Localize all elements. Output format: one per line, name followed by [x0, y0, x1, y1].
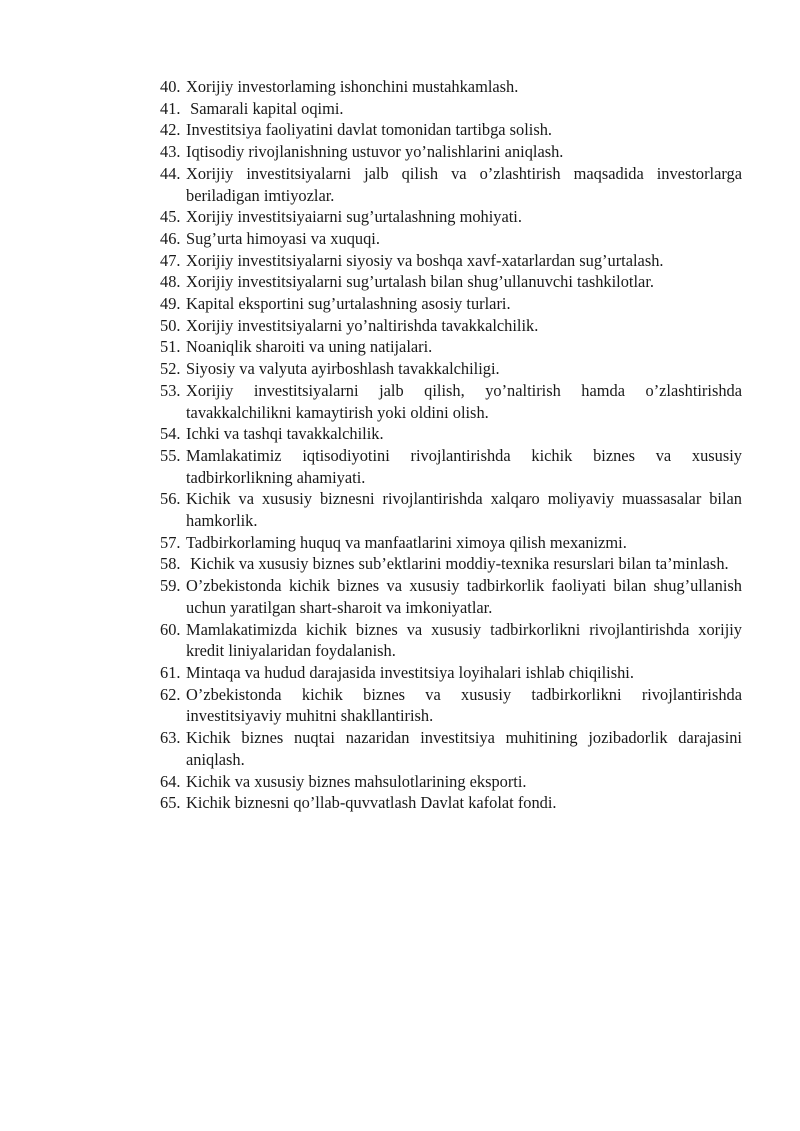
item-text: Kapital eksportini sug’urtalashning asosiy turlari. [186, 294, 511, 314]
item-number: 53. [160, 380, 181, 400]
item-number: 43. [160, 142, 181, 162]
item-number: 57. [160, 532, 181, 552]
item-number: 52. [160, 359, 181, 379]
item-text: Xorijiy investitsiyalarni jalb qilish, yo’naltirish hamda o’zlashtirishda tavakkalchilikni kamaytirish yoki oldini olish. [186, 380, 742, 422]
item-number: 45. [160, 207, 181, 227]
item-number: 61. [160, 662, 181, 682]
list-item [160, 380, 742, 423]
list-item [160, 293, 742, 315]
item-text: Noaniqlik sharoiti va uning natijalari. [186, 337, 433, 357]
list-item [160, 76, 742, 98]
list-item [160, 727, 742, 770]
item-text: Samarali kapital oqimi. [186, 98, 344, 118]
list-item [160, 575, 742, 618]
list-item [160, 771, 742, 793]
list-item [160, 250, 742, 272]
item-text: Xorijiy investitsiyalarni yo’naltirishda tavakkalchilik. [186, 315, 539, 335]
item-number: 44. [160, 163, 181, 183]
list-item [160, 423, 742, 445]
item-number: 64. [160, 771, 181, 791]
item-number: 55. [160, 445, 181, 465]
list-item [160, 271, 742, 293]
list-item [160, 532, 742, 554]
item-text: Ichki va tashqi tavakkalchilik. [186, 424, 384, 444]
list-item [160, 98, 742, 120]
item-text: Mamlakatimizda kichik biznes va xususiy tadbirkorlikni rivojlantirishda xorijiy kredit liniyalaridan foydalanish. [186, 619, 742, 661]
item-number: 56. [160, 489, 181, 509]
list-item [160, 445, 742, 488]
item-number: 47. [160, 250, 181, 270]
question-list [160, 76, 742, 814]
item-number: 54. [160, 424, 181, 444]
item-number: 49. [160, 294, 181, 314]
list-item [160, 119, 742, 141]
item-text: Kichik biznes nuqtai nazaridan investitsiya muhitining jozibadorlik darajasini aniqlash. [186, 728, 742, 769]
item-text: Kichik biznesni qo’llab-quvvatlash Davlat kafolat fondi. [186, 793, 557, 813]
item-text: O’zbekistonda kichik biznes va xususiy tadbirkorlikni rivojlantirishda investitsiyaviy muhitni shakllantirish. [186, 684, 742, 726]
list-item [160, 619, 742, 662]
list-item [160, 206, 742, 228]
item-text: O’zbekistonda kichik biznes va xususiy tadbirkorlik faoliyati bilan shug’ullanish uchun yaratilgan shart-sharoit va imkoniyatlar. [186, 576, 742, 617]
item-number: 63. [160, 728, 181, 748]
list-item [160, 358, 742, 380]
list-item [160, 315, 742, 337]
item-number: 50. [160, 315, 181, 335]
list-item [160, 163, 742, 206]
list-item [160, 553, 742, 575]
item-number: 42. [160, 120, 181, 140]
item-number: 60. [160, 619, 181, 639]
item-number: 40. [160, 77, 181, 96]
item-text: Kichik va xususiy biznes mahsulotlarining eksporti. [186, 771, 527, 791]
item-number: 46. [160, 228, 181, 248]
item-number: 58. [160, 554, 181, 574]
item-number: 48. [160, 272, 181, 292]
list-item [160, 141, 742, 163]
list-item [160, 662, 742, 684]
item-number: 41. [160, 98, 181, 118]
item-text: Siyosiy va valyuta ayirboshlash tavakkalchiligi. [186, 359, 500, 379]
item-text: Kichik va xususiy biznes sub’ektlarini moddiy-texnika resurslari bilan ta’minlash. [186, 554, 729, 574]
item-text: Kichik va xususiy biznesni rivojlantirishda xalqaro moliyaviy muassasalar bilan hamkorlik. [186, 489, 742, 531]
item-text: Investitsiya faoliyatini davlat tomonidan tartibga solish. [186, 120, 552, 140]
item-text: Tadbirkorlaming huquq va manfaatlarini ximoya qilish mexanizmi. [186, 532, 627, 552]
item-number: 59. [160, 576, 181, 596]
item-text: Xorijiy investitsiyalarni jalb qilish va o’zlashtirish maqsadida investorlarga beriladigan imtiyozlar. [186, 163, 742, 205]
item-text: Xorijiy investitsiyalarni sug’urtalash bilan shug’ullanuvchi tashkilotlar. [186, 272, 654, 292]
item-number: 51. [160, 337, 181, 357]
item-text: Mamlakatimiz iqtisodiyotini rivojlantirishda kichik biznes va xususiy tadbirkorlikning ahamiyati. [186, 445, 742, 487]
item-text: Xorijiy investitsiyalarni siyosiy va boshqa xavf-xatarlardan sug’urtalash. [186, 250, 664, 270]
item-text: Xorijiy investorlaming ishonchini mustahkamlash. [186, 77, 519, 96]
list-item [160, 488, 742, 531]
list-item [160, 336, 742, 358]
item-text: Iqtisodiy rivojlanishning ustuvor yo’nalishlarini aniqlash. [186, 142, 564, 162]
list-item [160, 792, 742, 814]
item-number: 65. [160, 793, 181, 813]
list-item [160, 684, 742, 727]
item-number: 62. [160, 684, 181, 704]
item-text: Xorijiy investitsiyaiarni sug’urtalashning mohiyati. [186, 207, 522, 227]
item-text: Mintaqa va hudud darajasida investitsiya loyihalari ishlab chiqilishi. [186, 662, 634, 682]
list-item [160, 228, 742, 250]
item-text: Sug’urta himoyasi va xuquqi. [186, 228, 380, 248]
